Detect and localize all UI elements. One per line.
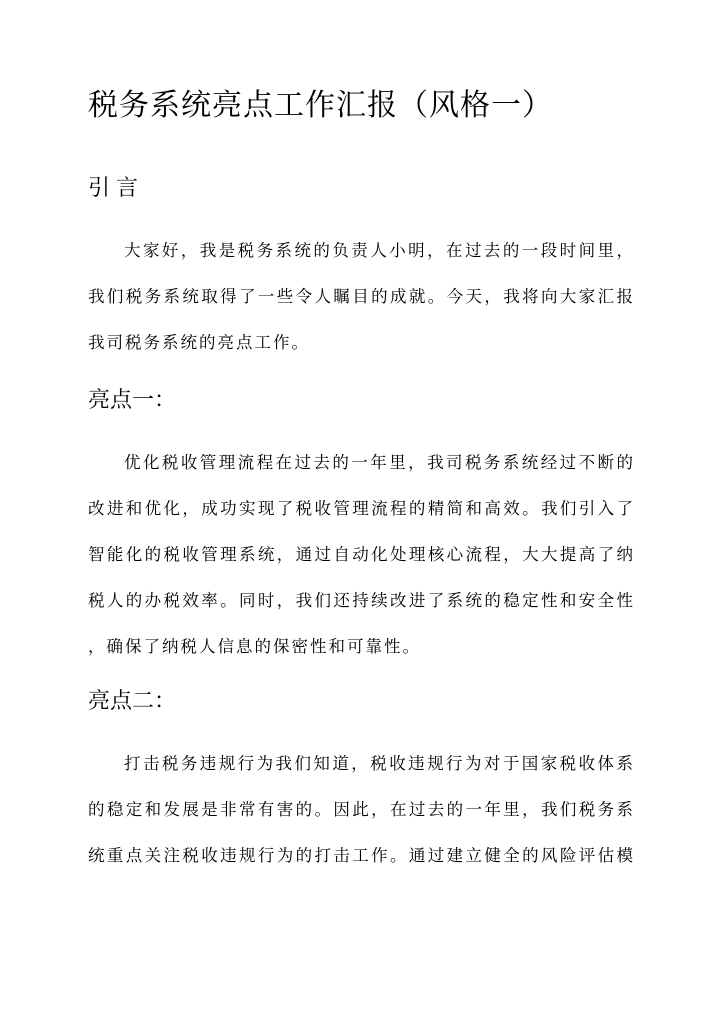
paragraph-line: 打击税务违规行为我们知道，税收违规行为对于国家税收体系 [124, 754, 633, 773]
section-heading-intro: 引言 [88, 176, 145, 201]
paragraph-line: 我司税务系统的亮点工作。 [88, 333, 310, 352]
paragraph-line: 的稳定和发展是非常有害的。因此，在过去的一年里，我们税务系 [88, 800, 633, 819]
paragraph-line: 我们税务系统取得了一些令人瞩目的成就。今天，我将向大家汇报 [88, 287, 633, 306]
paragraph-line: 优化税收管理流程在过去的一年里，我司税务系统经过不断的 [124, 453, 633, 472]
paragraph-highlight-one [88, 440, 633, 670]
section-heading-highlight-two: 亮点二： [88, 689, 177, 714]
paragraph-line: 智能化的税收管理系统，通过自动化处理核心流程，大大提高了纳 [88, 545, 633, 564]
section-heading-highlight-one: 亮点一： [88, 388, 177, 413]
document-title: 税务系统亮点工作汇报（风格一） [88, 88, 553, 123]
paragraph-line: ，确保了纳税人信息的保密性和可靠性。 [88, 637, 421, 656]
paragraph-line: 改进和优化，成功实现了税收管理流程的精简和高效。我们引入了 [88, 499, 633, 518]
paragraph-line: 税人的办税效率。同时，我们还持续改进了系统的稳定性和安全性 [88, 591, 633, 610]
paragraph-intro [88, 228, 633, 366]
paragraph-highlight-two [88, 741, 633, 879]
paragraph-line: 大家好，我是税务系统的负责人小明，在过去的一段时间里， [124, 241, 633, 260]
paragraph-line: 统重点关注税收违规行为的打击工作。通过建立健全的风险评估模 [88, 846, 633, 865]
